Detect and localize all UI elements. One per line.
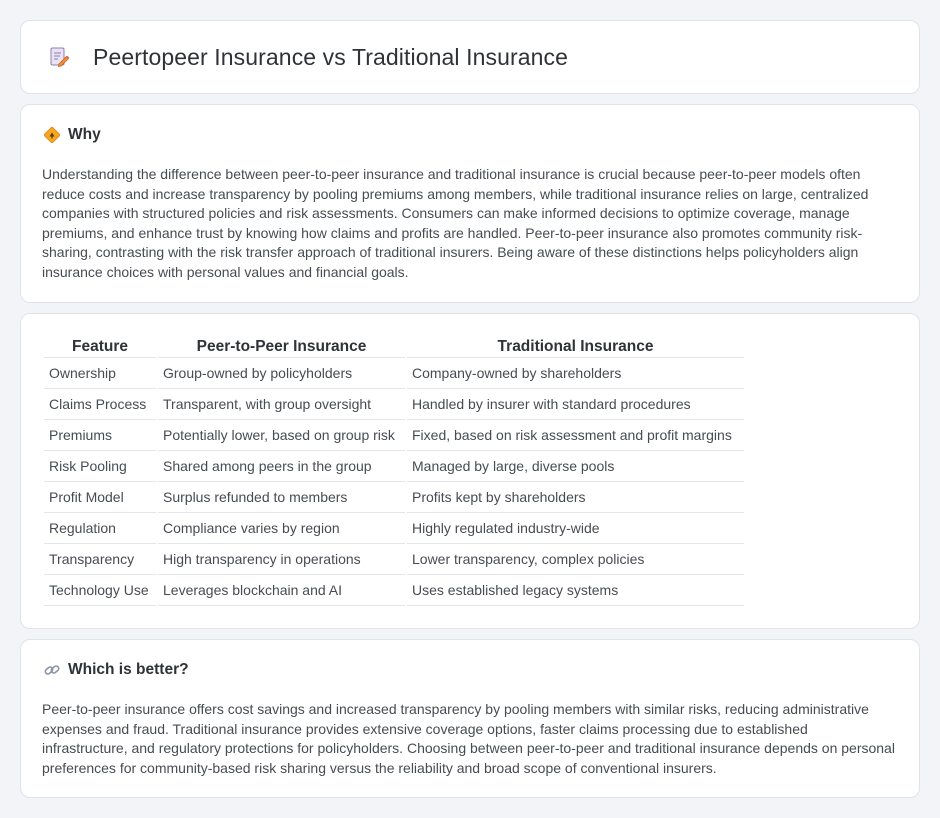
feature-cell: Ownership bbox=[44, 358, 156, 389]
peer-cell: Leverages blockchain and AI bbox=[158, 575, 405, 606]
link-icon bbox=[43, 661, 61, 679]
header-feature: Feature bbox=[44, 336, 156, 358]
feature-cell: Technology Use bbox=[44, 575, 156, 606]
peer-cell: Compliance varies by region bbox=[158, 513, 405, 544]
header-traditional: Traditional Insurance bbox=[407, 336, 744, 358]
table-header-row bbox=[44, 336, 744, 358]
traditional-cell: Handled by insurer with standard procedures bbox=[407, 389, 744, 420]
feature-cell: Regulation bbox=[44, 513, 156, 544]
traditional-cell: Fixed, based on risk assessment and profit margins bbox=[407, 420, 744, 451]
why-section bbox=[20, 104, 920, 303]
table-row bbox=[44, 544, 744, 575]
table-row bbox=[44, 389, 744, 420]
feature-cell: Transparency bbox=[44, 544, 156, 575]
feature-cell: Premiums bbox=[44, 420, 156, 451]
table-row bbox=[44, 482, 744, 513]
document-pen-icon bbox=[47, 45, 71, 69]
peer-cell: Shared among peers in the group bbox=[158, 451, 405, 482]
table-row bbox=[44, 451, 744, 482]
peer-cell: Potentially lower, based on group risk bbox=[158, 420, 405, 451]
table-row bbox=[44, 358, 744, 389]
better-text: Peer-to-peer insurance offers cost savings and increased transparency by pooling members with similar risks, reducing administrative expenses and fraud. Traditional insurance provides extensive coverage options, faster claims processing due to established infrastructure, and regulatory protections for policyholders. Choosing between peer-to-peer and traditional insurance depends on personal preferences for community-based risk sharing versus the reliability and broad scope of conventional insurers. bbox=[42, 701, 895, 776]
table-row bbox=[44, 575, 744, 606]
why-text: Understanding the difference between peer-to-peer insurance and traditional insurance is crucial because peer-to-peer models often reduce costs and increase transparency by pooling premiums among members, while traditional insurance relies on large, centralized companies with structured policies and risk assessments. Consumers can make informed decisions to optimize coverage, manage premiums, and enhance trust by knowing how claims and profits are handled. Peer-to-peer insurance also promotes community risk-sharing, contrasting with the risk transfer approach of traditional insurers. Being aware of these distinctions helps policyholders align insurance choices with personal values and financial goals. bbox=[42, 166, 869, 280]
traditional-cell: Lower transparency, complex policies bbox=[407, 544, 744, 575]
peer-cell: Group-owned by policyholders bbox=[158, 358, 405, 389]
header-peer-to-peer: Peer-to-Peer Insurance bbox=[158, 336, 405, 358]
why-title: Why bbox=[68, 126, 101, 143]
better-title: Which is better? bbox=[68, 661, 189, 678]
peer-cell: Surplus refunded to members bbox=[158, 482, 405, 513]
which-is-better-section bbox=[20, 639, 920, 798]
table-row bbox=[44, 420, 744, 451]
comparison-table bbox=[42, 336, 746, 606]
feature-cell: Risk Pooling bbox=[44, 451, 156, 482]
comparison-card bbox=[20, 313, 920, 629]
traditional-cell: Profits kept by shareholders bbox=[407, 482, 744, 513]
peer-cell: Transparent, with group oversight bbox=[158, 389, 405, 420]
page-title: Peertopeer Insurance vs Traditional Insurance bbox=[93, 43, 568, 70]
peer-cell: High transparency in operations bbox=[158, 544, 405, 575]
title-card bbox=[20, 20, 920, 94]
traditional-cell: Uses established legacy systems bbox=[407, 575, 744, 606]
feature-cell: Profit Model bbox=[44, 482, 156, 513]
traditional-cell: Company-owned by shareholders bbox=[407, 358, 744, 389]
table-row bbox=[44, 513, 744, 544]
traditional-cell: Managed by large, diverse pools bbox=[407, 451, 744, 482]
traditional-cell: Highly regulated industry-wide bbox=[407, 513, 744, 544]
feature-cell: Claims Process bbox=[44, 389, 156, 420]
diamond-sign-icon bbox=[43, 126, 61, 144]
